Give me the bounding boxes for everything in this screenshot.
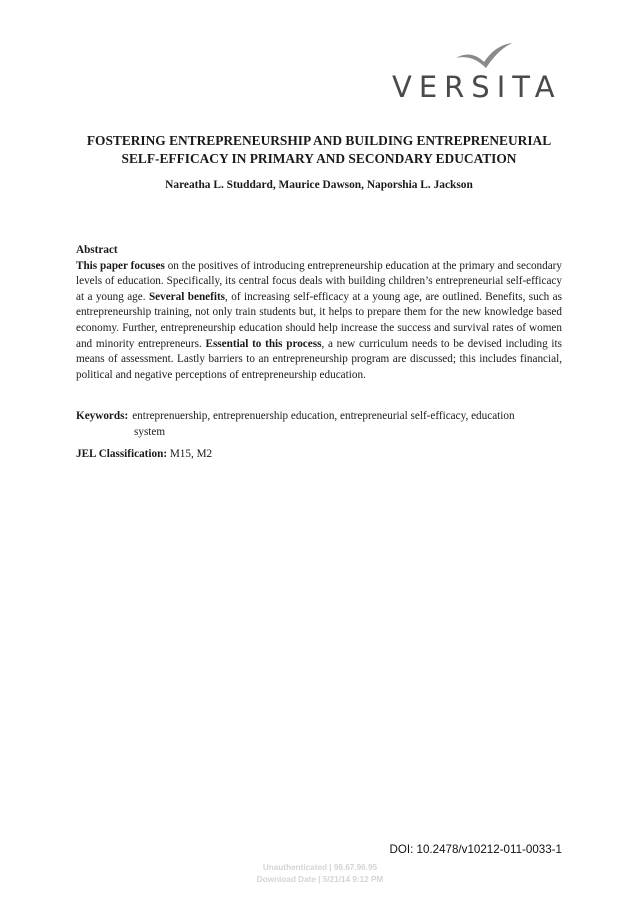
abstract-emphasis-3: Essential to this process — [205, 337, 322, 350]
publisher-logo — [392, 42, 562, 106]
bird-swoosh-icon — [454, 42, 514, 70]
logo-wordmark: VERSITA — [392, 70, 562, 104]
keywords-label: Keywords: — [76, 410, 129, 422]
watermark-line-1: Unauthenticated | 98.67.96.95 — [262, 863, 378, 872]
abstract-text-3: , a new curriculum needs to be devised including its means of assessment. Lastly barriers to an entrepreneurship program are discussed; this includes financial, political and negative perceptions of entrepreneurship education. — [76, 337, 562, 381]
abstract-emphasis-1: This paper focuses — [76, 259, 165, 272]
jel-value: M15, M2 — [169, 448, 213, 460]
abstract-emphasis-2: Several benefits — [148, 290, 226, 303]
paper-authors: Nareatha L. Studdard, Maurice Dawson, Naporshia L. Jackson — [165, 179, 473, 191]
jel-label: JEL Classification: — [76, 448, 168, 460]
abstract-section — [76, 243, 562, 383]
abstract-heading: Abstract — [76, 244, 118, 256]
abstract-body — [76, 259, 562, 384]
doi: DOI: 10.2478/v10212-011-0033-1 — [389, 843, 562, 856]
keywords-text-line-1: entreprenuership, entreprenuership education, entrepreneurial self-efficacy, education — [132, 410, 515, 422]
title-line-1: FOSTERING ENTREPRENEURSHIP AND BUILDING ENTREPRENEURIAL — [86, 133, 552, 148]
abstract-text-1: on the positives of introducing entrepreneurship education at the primary and secondary levels of education. Specifically, its central focus deals with building children’s entrepreneurial self-efficacy at a young age. — [76, 259, 563, 303]
paper-title — [76, 132, 562, 168]
abstract-text-2: , of increasing self-efficacy at a young age, are outlined. Benefits, such as entrepreneurship training, not only train students but, it helps to prepare them for the new knowledge based economy. Further, entrepreneurship education should help increase the success and survival rates of women and minority entrepreneurs. — [76, 290, 562, 350]
keywords-section — [76, 409, 562, 440]
keywords-text-line-2: system — [134, 425, 166, 438]
title-line-2: SELF-EFFICACY IN PRIMARY AND SECONDARY EDUCATION — [121, 151, 517, 166]
jel-classification — [76, 448, 562, 460]
download-watermark — [200, 862, 440, 885]
watermark-line-2: Download Date | 5/21/14 9:12 PM — [256, 874, 384, 884]
